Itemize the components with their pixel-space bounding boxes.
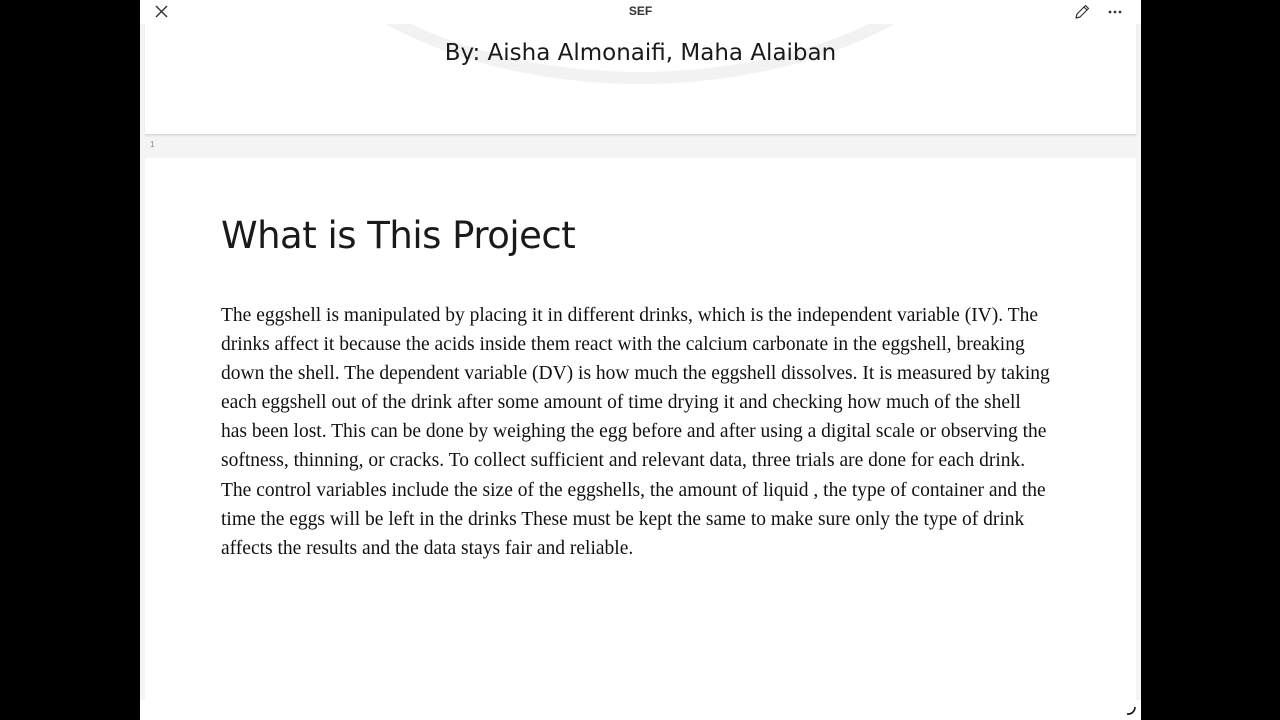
pencil-icon xyxy=(1073,3,1091,21)
bottom-strip xyxy=(140,700,1141,720)
more-options-button[interactable] xyxy=(1106,3,1124,21)
slide-viewer[interactable] xyxy=(140,24,1141,700)
top-toolbar xyxy=(140,0,1141,24)
slide-byline: By: Aisha Almonaifi, Maha Alaiban xyxy=(444,40,837,66)
slide-title xyxy=(145,24,1136,135)
edit-button[interactable] xyxy=(1073,3,1091,21)
loading-spinner-icon xyxy=(1125,704,1137,716)
slide-body-text: The eggshell is manipulated by placing it in different drinks, which is the independent variable (IV). The drinks affect it because the acids inside them react with the calcium carbonate in the eggshell, breaking down the shell. The dependent variable (DV) is how much the eggshell dissolves. It is measured by taking each eggshell out of the drink after some amount of time drying it and checking how much of the shell has been lost. This can be done by weighing the egg before and after using a digital scale or observing the softness, thinning, or cracks. To collect sufficient and relevant data, three trials are done for each drink. The control variables include the size of the eggshells, the amount of liquid , the type of container and the time the eggs will be left in the drinks These must be kept the same to make sure only the type of drink affects the results and the data stays fair and reliable. xyxy=(221,305,1050,559)
document-viewer xyxy=(140,0,1141,720)
slide-number: 1 xyxy=(150,140,155,149)
document-title: SEF xyxy=(628,4,653,18)
slide-heading: What is This Project xyxy=(221,214,576,257)
more-horizontal-icon xyxy=(1106,3,1124,21)
slide-content xyxy=(145,158,1136,700)
